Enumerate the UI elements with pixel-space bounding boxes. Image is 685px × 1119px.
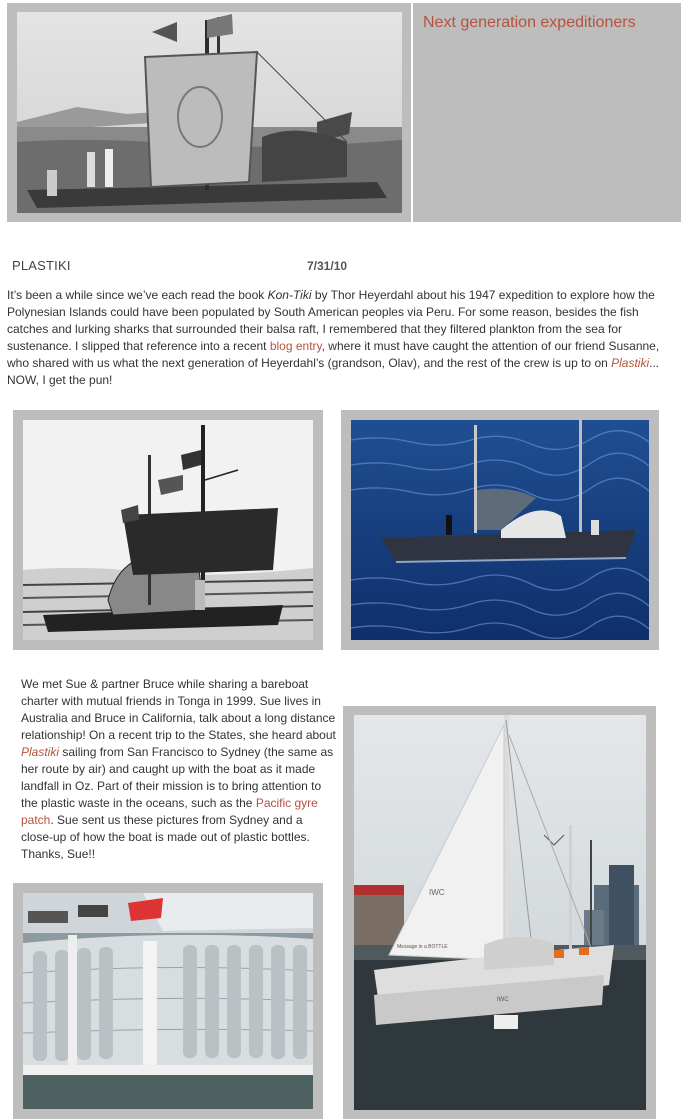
story-paragraph [21, 676, 337, 863]
sail-logo-text: IWC [429, 888, 445, 897]
book-title: Kon-Tiki [267, 288, 312, 302]
plastiki-story-link[interactable]: Plastiki [21, 745, 60, 759]
post-title: PLASTIKI [12, 258, 71, 273]
blog-entry-link[interactable]: blog entry [269, 339, 322, 353]
intro-text-3: , where it must have caught the attention of our friend Susanne, who shared with us what the next generation of Heyerdahl’s (grandson, Olav), and the rest of the crew is up to on [7, 339, 660, 370]
plastiki-sydney-photo [354, 715, 646, 1110]
plastic-bottles-hull-photo [23, 893, 313, 1109]
kon-tiki-header-photo [17, 12, 402, 213]
sail-slogan-text: Message in a BOTTLE [397, 944, 448, 950]
story-text-3: . Sue sent us these pictures from Sydney and a close-up of how the boat is made out of plastic bottles. Thanks, Sue!! [21, 813, 310, 861]
intro-text-2: by Thor Heyerdahl about his 1947 expedition to explore how the Polynesian Islands could have been populated by South American peoples via Peru. For some reason, besides the fish catches and lurking sharks that surrounded their balsa raft, I remembered that they filtered plankton from the sea for sustenance. I slipped that reference into a recent [7, 288, 655, 353]
hull-logo-text: IWC [497, 997, 509, 1003]
post-date: 7/31/10 [307, 259, 348, 273]
header-title-frame [413, 3, 681, 222]
intro-text-4: ... NOW, I get the pun! [7, 356, 660, 387]
plastiki-at-sea-photo [351, 420, 649, 640]
story-text-1: We met Sue & partner Bruce while sharing a bareboat charter with mutual friends in Tonga in 1999. Sue lives in Australia and Bruce in California, talk about a long distance relationship! On a recent trip to the States, she heard about [21, 677, 336, 742]
intro-paragraph [7, 287, 677, 389]
story-text-2: sailing from San Francisco to Sydney (the same as her route by air) and caught up with the boat as it made landfall in Oz. Part of their mission is to bring attention to the plastic waste in the oceans, such as the [21, 745, 334, 810]
intro-text-1: It’s been a while since we’ve each read the book [7, 288, 268, 302]
pacific-gyre-link[interactable]: Pacific gyre patch [21, 796, 318, 827]
kon-tiki-raft-photo [23, 420, 313, 640]
plastiki-link[interactable]: Plastiki [611, 356, 650, 370]
site-title[interactable]: Next generation expeditioners [423, 14, 636, 31]
